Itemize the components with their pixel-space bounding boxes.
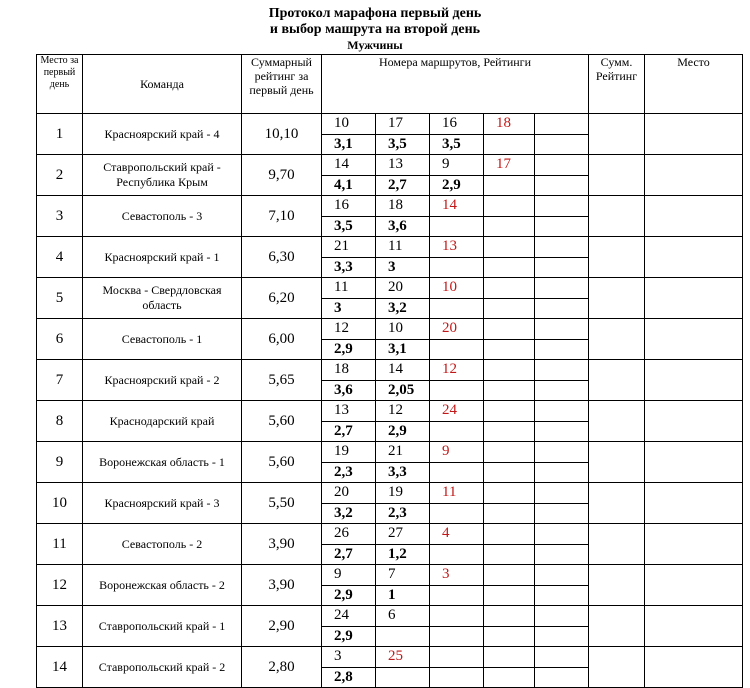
route-number: 27 — [376, 524, 430, 544]
chosen-route-number: 14 — [430, 196, 484, 216]
team-cell: Севастополь - 2 — [83, 524, 242, 565]
empty-rating-slot — [535, 503, 588, 523]
sum-rating-cell: 9,70 — [242, 155, 322, 196]
routes-cell — [322, 155, 589, 196]
place-cell: 2 — [37, 155, 83, 196]
table-row — [37, 401, 743, 442]
route-number: 13 — [322, 401, 376, 421]
route-number: 20 — [322, 483, 376, 503]
sum-rating-cell: 5,50 — [242, 483, 322, 524]
empty-route-slot — [484, 647, 535, 667]
routes-cell — [322, 483, 589, 524]
chosen-route-number: 4 — [430, 524, 484, 544]
rank-cell — [645, 114, 743, 155]
chosen-route-number: 17 — [484, 155, 535, 175]
place-cell: 11 — [37, 524, 83, 565]
empty-rating-slot — [535, 421, 588, 441]
empty-route-slot — [430, 606, 484, 626]
table-row — [37, 196, 743, 237]
place-cell: 12 — [37, 565, 83, 606]
routes-grid — [322, 606, 588, 646]
empty-rating-slot — [535, 216, 588, 236]
empty-route-slot — [535, 647, 588, 667]
place-cell: 3 — [37, 196, 83, 237]
empty-route-slot — [484, 237, 535, 257]
table-row — [37, 237, 743, 278]
route-rating: 2,3 — [376, 503, 430, 523]
routes-grid — [322, 483, 588, 523]
team-cell: Севастополь - 3 — [83, 196, 242, 237]
route-number: 21 — [322, 237, 376, 257]
empty-rating-slot — [430, 544, 484, 564]
empty-rating-slot — [535, 626, 588, 646]
empty-route-slot — [535, 319, 588, 339]
route-number: 12 — [322, 319, 376, 339]
team-cell: Воронежская область - 2 — [83, 565, 242, 606]
empty-rating-slot — [484, 175, 535, 195]
route-rating: 3,1 — [322, 134, 376, 154]
empty-rating-slot — [430, 339, 484, 359]
empty-route-slot — [535, 114, 588, 134]
table-row — [37, 319, 743, 360]
empty-route-slot — [535, 155, 588, 175]
route-number: 3 — [322, 647, 376, 667]
rank-cell — [645, 483, 743, 524]
rank-cell — [645, 442, 743, 483]
empty-rating-slot — [484, 585, 535, 605]
empty-route-slot — [484, 360, 535, 380]
chosen-route-number: 18 — [484, 114, 535, 134]
route-rating: 3,5 — [322, 216, 376, 236]
empty-route-slot — [484, 483, 535, 503]
table-row — [37, 524, 743, 565]
route-number: 6 — [376, 606, 430, 626]
empty-route-slot — [535, 360, 588, 380]
route-rating: 1,2 — [376, 544, 430, 564]
routes-grid — [322, 278, 588, 318]
team-cell: Красноярский край - 4 — [83, 114, 242, 155]
route-number: 12 — [376, 401, 430, 421]
sum-rating-cell: 5,60 — [242, 442, 322, 483]
empty-rating-slot — [535, 544, 588, 564]
chosen-route-number: 25 — [376, 647, 430, 667]
rank-cell — [645, 524, 743, 565]
total-rating-cell — [589, 442, 645, 483]
rank-cell — [645, 278, 743, 319]
empty-route-slot — [535, 483, 588, 503]
rank-cell — [645, 565, 743, 606]
empty-route-slot — [535, 278, 588, 298]
empty-rating-slot — [430, 626, 484, 646]
rank-cell — [645, 647, 743, 688]
route-number: 14 — [376, 360, 430, 380]
table-row — [37, 606, 743, 647]
total-rating-cell — [589, 524, 645, 565]
table-row — [37, 565, 743, 606]
sum-rating-cell: 5,60 — [242, 401, 322, 442]
empty-route-slot — [484, 524, 535, 544]
empty-route-slot — [484, 319, 535, 339]
document-title-line2: и выбор машрута на второй день — [269, 22, 481, 37]
rank-cell — [645, 237, 743, 278]
team-cell: Воронежская область - 1 — [83, 442, 242, 483]
place-cell: 7 — [37, 360, 83, 401]
routes-cell — [322, 401, 589, 442]
route-rating: 2,9 — [430, 175, 484, 195]
place-cell: 14 — [37, 647, 83, 688]
routes-cell — [322, 278, 589, 319]
header-place: Место за первый день — [37, 55, 83, 114]
empty-rating-slot — [535, 380, 588, 400]
routes-grid — [322, 196, 588, 236]
empty-rating-slot — [484, 667, 535, 687]
empty-route-slot — [430, 647, 484, 667]
route-number: 19 — [376, 483, 430, 503]
total-rating-cell — [589, 114, 645, 155]
chosen-route-number: 11 — [430, 483, 484, 503]
team-cell: Ставропольский край - 2 — [83, 647, 242, 688]
route-rating: 2,9 — [322, 585, 376, 605]
sum-rating-cell: 3,90 — [242, 524, 322, 565]
route-rating: 2,9 — [322, 626, 376, 646]
empty-rating-slot — [376, 667, 430, 687]
route-number: 11 — [376, 237, 430, 257]
sum-rating-cell: 7,10 — [242, 196, 322, 237]
route-rating: 3,5 — [430, 134, 484, 154]
empty-rating-slot — [484, 380, 535, 400]
chosen-route-number: 10 — [430, 278, 484, 298]
category-subtitle: Мужчины — [347, 38, 403, 52]
sum-rating-cell: 6,00 — [242, 319, 322, 360]
header-total-rating: Сумм. Рейтинг — [589, 55, 645, 114]
sum-rating-cell: 10,10 — [242, 114, 322, 155]
header-rank: Место — [645, 55, 743, 114]
route-rating: 3 — [322, 298, 376, 318]
team-cell: Краснодарский край — [83, 401, 242, 442]
routes-cell — [322, 196, 589, 237]
sum-rating-cell: 3,90 — [242, 565, 322, 606]
empty-rating-slot — [484, 626, 535, 646]
place-cell: 4 — [37, 237, 83, 278]
empty-rating-slot — [535, 298, 588, 318]
routes-cell — [322, 647, 589, 688]
place-cell: 10 — [37, 483, 83, 524]
route-number: 10 — [322, 114, 376, 134]
empty-rating-slot — [484, 462, 535, 482]
place-cell: 5 — [37, 278, 83, 319]
chosen-route-number: 12 — [430, 360, 484, 380]
empty-rating-slot — [484, 257, 535, 277]
route-rating: 2,9 — [322, 339, 376, 359]
empty-rating-slot — [484, 216, 535, 236]
chosen-route-number: 13 — [430, 237, 484, 257]
header-team: Команда — [83, 55, 242, 114]
route-number: 21 — [376, 442, 430, 462]
routes-grid — [322, 114, 588, 154]
route-rating: 3 — [376, 257, 430, 277]
route-number: 10 — [376, 319, 430, 339]
empty-rating-slot — [430, 257, 484, 277]
rank-cell — [645, 155, 743, 196]
total-rating-cell — [589, 237, 645, 278]
route-number: 18 — [376, 196, 430, 216]
routes-cell — [322, 319, 589, 360]
route-rating: 2,7 — [376, 175, 430, 195]
empty-rating-slot — [430, 298, 484, 318]
empty-route-slot — [484, 565, 535, 585]
chosen-route-number: 9 — [430, 442, 484, 462]
place-cell: 8 — [37, 401, 83, 442]
route-number: 24 — [322, 606, 376, 626]
route-rating: 3,2 — [376, 298, 430, 318]
table-row — [37, 360, 743, 401]
sum-rating-cell: 2,90 — [242, 606, 322, 647]
route-rating: 3,6 — [376, 216, 430, 236]
team-cell: Ставропольский край - Республика Крым — [83, 155, 242, 196]
route-rating: 3,1 — [376, 339, 430, 359]
empty-route-slot — [484, 606, 535, 626]
route-number: 26 — [322, 524, 376, 544]
header-routes: Номера маршрутов, Рейтинги — [322, 55, 589, 114]
place-cell: 13 — [37, 606, 83, 647]
empty-route-slot — [535, 606, 588, 626]
table-row — [37, 278, 743, 319]
empty-rating-slot — [535, 134, 588, 154]
empty-rating-slot — [484, 298, 535, 318]
routes-cell — [322, 114, 589, 155]
route-number: 20 — [376, 278, 430, 298]
empty-rating-slot — [484, 339, 535, 359]
empty-rating-slot — [376, 626, 430, 646]
route-rating: 3,2 — [322, 503, 376, 523]
route-rating: 1 — [376, 585, 430, 605]
routes-grid — [322, 155, 588, 195]
empty-route-slot — [484, 442, 535, 462]
routes-grid — [322, 524, 588, 564]
empty-rating-slot — [484, 544, 535, 564]
empty-route-slot — [484, 196, 535, 216]
table-header-row — [37, 55, 743, 114]
empty-route-slot — [535, 196, 588, 216]
empty-route-slot — [535, 237, 588, 257]
empty-route-slot — [484, 278, 535, 298]
empty-rating-slot — [535, 257, 588, 277]
routes-cell — [322, 524, 589, 565]
route-number: 17 — [376, 114, 430, 134]
total-rating-cell — [589, 483, 645, 524]
rank-cell — [645, 319, 743, 360]
chosen-route-number: 3 — [430, 565, 484, 585]
sum-rating-cell: 2,80 — [242, 647, 322, 688]
empty-rating-slot — [535, 339, 588, 359]
route-number: 14 — [322, 155, 376, 175]
total-rating-cell — [589, 401, 645, 442]
empty-route-slot — [484, 401, 535, 421]
total-rating-cell — [589, 360, 645, 401]
table-row — [37, 483, 743, 524]
route-rating: 3,6 — [322, 380, 376, 400]
team-cell: Москва - Свердловская область — [83, 278, 242, 319]
route-number: 9 — [322, 565, 376, 585]
place-cell: 1 — [37, 114, 83, 155]
chosen-route-number: 20 — [430, 319, 484, 339]
routes-grid — [322, 360, 588, 400]
empty-rating-slot — [535, 462, 588, 482]
empty-rating-slot — [430, 216, 484, 236]
empty-route-slot — [535, 401, 588, 421]
table-row — [37, 647, 743, 688]
route-number: 11 — [322, 278, 376, 298]
total-rating-cell — [589, 319, 645, 360]
empty-rating-slot — [430, 585, 484, 605]
results-table — [36, 54, 743, 688]
total-rating-cell — [589, 565, 645, 606]
sum-rating-cell: 6,20 — [242, 278, 322, 319]
document-title: Протокол марафона первый день — [268, 6, 482, 21]
route-number: 13 — [376, 155, 430, 175]
route-number: 19 — [322, 442, 376, 462]
team-cell: Севастополь - 1 — [83, 319, 242, 360]
routes-grid — [322, 442, 588, 482]
empty-rating-slot — [484, 134, 535, 154]
total-rating-cell — [589, 647, 645, 688]
total-rating-cell — [589, 155, 645, 196]
empty-rating-slot — [535, 667, 588, 687]
route-number: 7 — [376, 565, 430, 585]
empty-route-slot — [535, 565, 588, 585]
routes-grid — [322, 401, 588, 441]
route-number: 16 — [322, 196, 376, 216]
routes-grid — [322, 319, 588, 359]
route-rating: 2,7 — [322, 544, 376, 564]
empty-route-slot — [535, 524, 588, 544]
team-cell: Красноярский край - 3 — [83, 483, 242, 524]
header-sum-rating: Суммарный рейтинг за первый день — [242, 55, 322, 114]
route-rating: 2,8 — [322, 667, 376, 687]
route-number: 18 — [322, 360, 376, 380]
empty-rating-slot — [430, 503, 484, 523]
total-rating-cell — [589, 278, 645, 319]
route-rating: 4,1 — [322, 175, 376, 195]
empty-rating-slot — [535, 175, 588, 195]
total-rating-cell — [589, 606, 645, 647]
sum-rating-cell: 6,30 — [242, 237, 322, 278]
empty-rating-slot — [535, 585, 588, 605]
routes-grid — [322, 565, 588, 605]
place-cell: 9 — [37, 442, 83, 483]
empty-route-slot — [535, 442, 588, 462]
route-rating: 2,3 — [322, 462, 376, 482]
sum-rating-cell: 5,65 — [242, 360, 322, 401]
routes-cell — [322, 360, 589, 401]
routes-cell — [322, 442, 589, 483]
routes-grid — [322, 647, 588, 687]
route-rating: 2,05 — [376, 380, 430, 400]
empty-rating-slot — [430, 380, 484, 400]
empty-rating-slot — [430, 667, 484, 687]
route-number: 16 — [430, 114, 484, 134]
place-cell: 6 — [37, 319, 83, 360]
team-cell: Ставропольский край - 1 — [83, 606, 242, 647]
empty-rating-slot — [430, 421, 484, 441]
empty-rating-slot — [430, 462, 484, 482]
team-cell: Красноярский край - 1 — [83, 237, 242, 278]
empty-rating-slot — [484, 421, 535, 441]
routes-cell — [322, 565, 589, 606]
empty-rating-slot — [484, 503, 535, 523]
rank-cell — [645, 360, 743, 401]
route-rating: 3,5 — [376, 134, 430, 154]
route-rating: 2,7 — [322, 421, 376, 441]
chosen-route-number: 24 — [430, 401, 484, 421]
team-cell: Красноярский край - 2 — [83, 360, 242, 401]
routes-cell — [322, 606, 589, 647]
routes-grid — [322, 237, 588, 277]
table-row — [37, 155, 743, 196]
route-rating: 3,3 — [322, 257, 376, 277]
table-row — [37, 442, 743, 483]
route-rating: 2,9 — [376, 421, 430, 441]
total-rating-cell — [589, 196, 645, 237]
routes-cell — [322, 237, 589, 278]
route-rating: 3,3 — [376, 462, 430, 482]
rank-cell — [645, 606, 743, 647]
table-row — [37, 114, 743, 155]
route-number: 9 — [430, 155, 484, 175]
rank-cell — [645, 401, 743, 442]
rank-cell — [645, 196, 743, 237]
